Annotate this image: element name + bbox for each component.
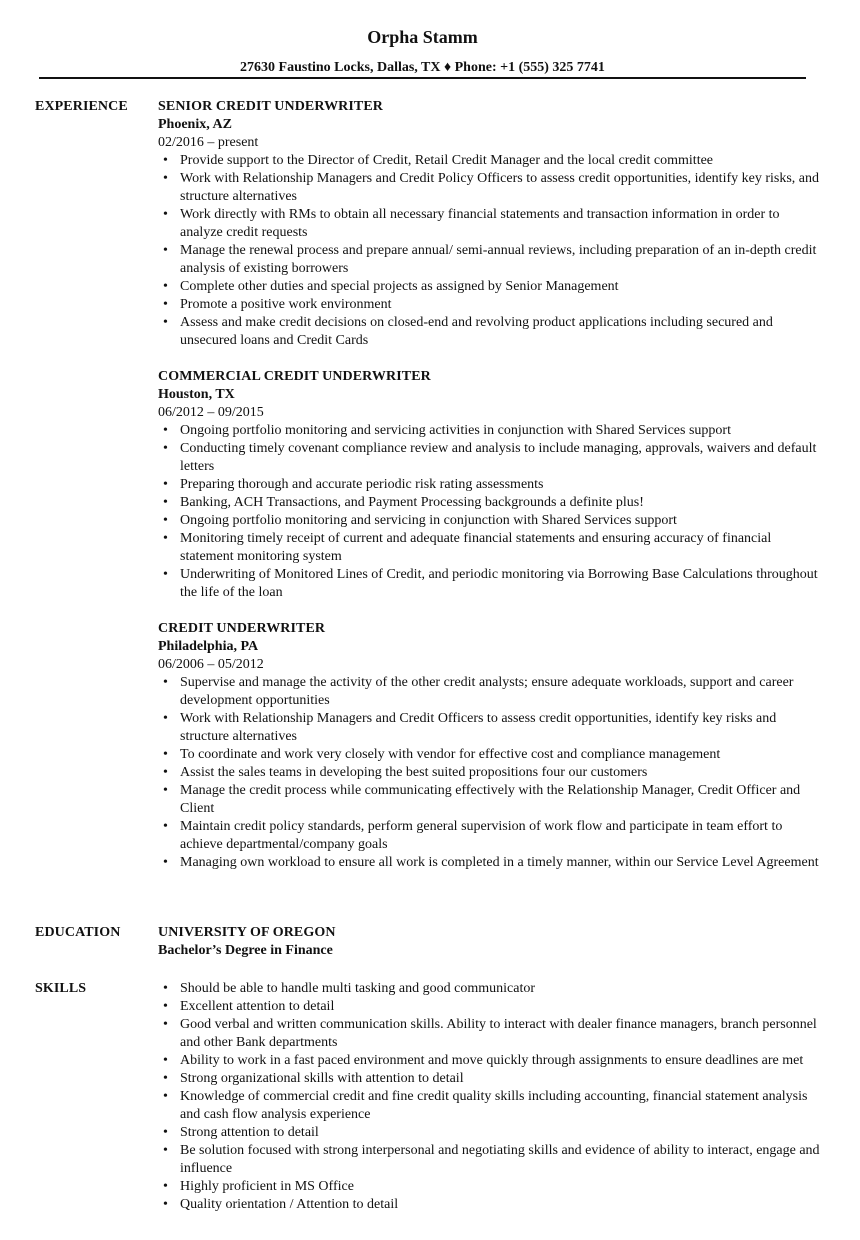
job-title: SENIOR CREDIT UNDERWRITER [158,99,384,114]
education-section [35,924,825,960]
bullet-item: • Assist the sales teams in developing the best suited propositions four our customers [158,764,820,782]
bullet-item: • Complete other duties and special projects as assigned by Senior Management [158,278,820,296]
skill-item: • Strong organizational skills with attention to detail [158,1070,820,1088]
job-location: Phoenix, AZ [158,117,232,132]
skill-item: • Knowledge of commercial credit and fine credit quality skills including accounting, financial statement analysis and cash flow analysis experience [158,1088,820,1124]
bullet-item: • Monitoring timely receipt of current and adequate financial statements and ensuring accuracy of financial statement monitoring system [158,530,820,566]
skill-item: • Excellent attention to detail [158,998,820,1016]
job-location: Houston, TX [158,387,235,402]
job-entry [158,368,820,602]
bullet-item: • Conducting timely covenant compliance review and analysis to include managing, approvals, waivers and default letters [158,440,820,476]
job-entry [158,98,820,350]
bullet-item: • Promote a positive work environment [158,296,820,314]
education-body [158,924,820,960]
job-bullets [158,674,820,872]
job-bullets [158,152,820,350]
skill-item: • Ability to work in a fast paced environment and move quickly through assignments to ensure deadlines are met [158,1052,820,1070]
skills-list [158,980,820,1214]
bullet-item: • Work with Relationship Managers and Credit Policy Officers to assess credit opportunities, identify key risks, and structure alternatives [158,170,820,206]
education-school: UNIVERSITY OF OREGON [158,925,336,940]
section-label-education: EDUCATION [35,925,121,940]
bullet-item: • Work with Relationship Managers and Credit Officers to assess credit opportunities, identify key risks and structure alternatives [158,710,820,746]
job-dates: 06/2006 – 05/2012 [158,657,264,672]
skills-body [158,980,820,1214]
section-label-skills: SKILLS [35,981,87,996]
bullet-item: • Preparing thorough and accurate periodic risk rating assessments [158,476,820,494]
bullet-item: • Assess and make credit decisions on closed-end and revolving product applications including secured and unsecured loans and Credit Cards [158,314,820,350]
bullet-item: • To coordinate and work very closely with vendor for effective cost and compliance management [158,746,820,764]
bullet-item: • Work directly with RMs to obtain all necessary financial statements and transaction information in order to analyze credit requests [158,206,820,242]
bullet-item: • Manage the renewal process and prepare annual/ semi-annual reviews, including preparation of an in-depth credit analysis of existing borrowers [158,242,820,278]
candidate-name: Orpha Stamm [367,27,478,47]
job-title: COMMERCIAL CREDIT UNDERWRITER [158,369,431,384]
skill-item: • Should be able to handle multi tasking and good communicator [158,980,820,998]
skill-item: • Be solution focused with strong interpersonal and negotiating skills and evidence of ability to interact, engage and influence [158,1142,820,1178]
skill-item: • Highly proficient in MS Office [158,1178,820,1196]
bullet-item: • Managing own workload to ensure all work is completed in a timely manner, within our Service Level Agreement [158,854,820,872]
bullet-item: • Ongoing portfolio monitoring and servicing in conjunction with Shared Services support [158,512,820,530]
experience-section [35,98,825,872]
bullet-item: • Ongoing portfolio monitoring and servicing activities in conjunction with Shared Services support [158,422,820,440]
education-degree: Bachelor’s Degree in Finance [158,943,333,958]
bullet-item: • Maintain credit policy standards, perform general supervision of work flow and participate in team effort to achieve departmental/company goals [158,818,820,854]
bullet-item: • Underwriting of Monitored Lines of Credit, and periodic monitoring via Borrowing Base Calculations throughout the life of the loan [158,566,820,602]
job-location: Philadelphia, PA [158,639,259,654]
job-bullets [158,422,820,602]
contact-line: 27630 Faustino Locks, Dallas, TX ♦ Phone: +1 (555) 325 7741 [240,60,605,75]
experience-body [158,98,820,872]
section-label-experience: EXPERIENCE [35,99,128,114]
bullet-item: • Supervise and manage the activity of the other credit analysts; ensure adequate workloads, support and career development opportunities [158,674,820,710]
job-dates: 02/2016 – present [158,135,259,150]
job-title: CREDIT UNDERWRITER [158,621,326,636]
job-entry [158,620,820,872]
bullet-item: • Manage the credit process while communicating effectively with the Relationship Manager, Credit Officer and Client [158,782,820,818]
bullet-item: • Provide support to the Director of Credit, Retail Credit Manager and the local credit committee [158,152,820,170]
skill-item: • Quality orientation / Attention to detail [158,1196,820,1214]
skills-section [35,980,825,1214]
job-dates: 06/2012 – 09/2015 [158,405,264,420]
skill-item: • Good verbal and written communication skills. Ability to interact with dealer finance managers, branch personnel and other Bank departments [158,1016,820,1052]
skill-item: • Strong attention to detail [158,1124,820,1142]
bullet-item: • Banking, ACH Transactions, and Payment Processing backgrounds a definite plus! [158,494,820,512]
header-divider [39,77,806,79]
